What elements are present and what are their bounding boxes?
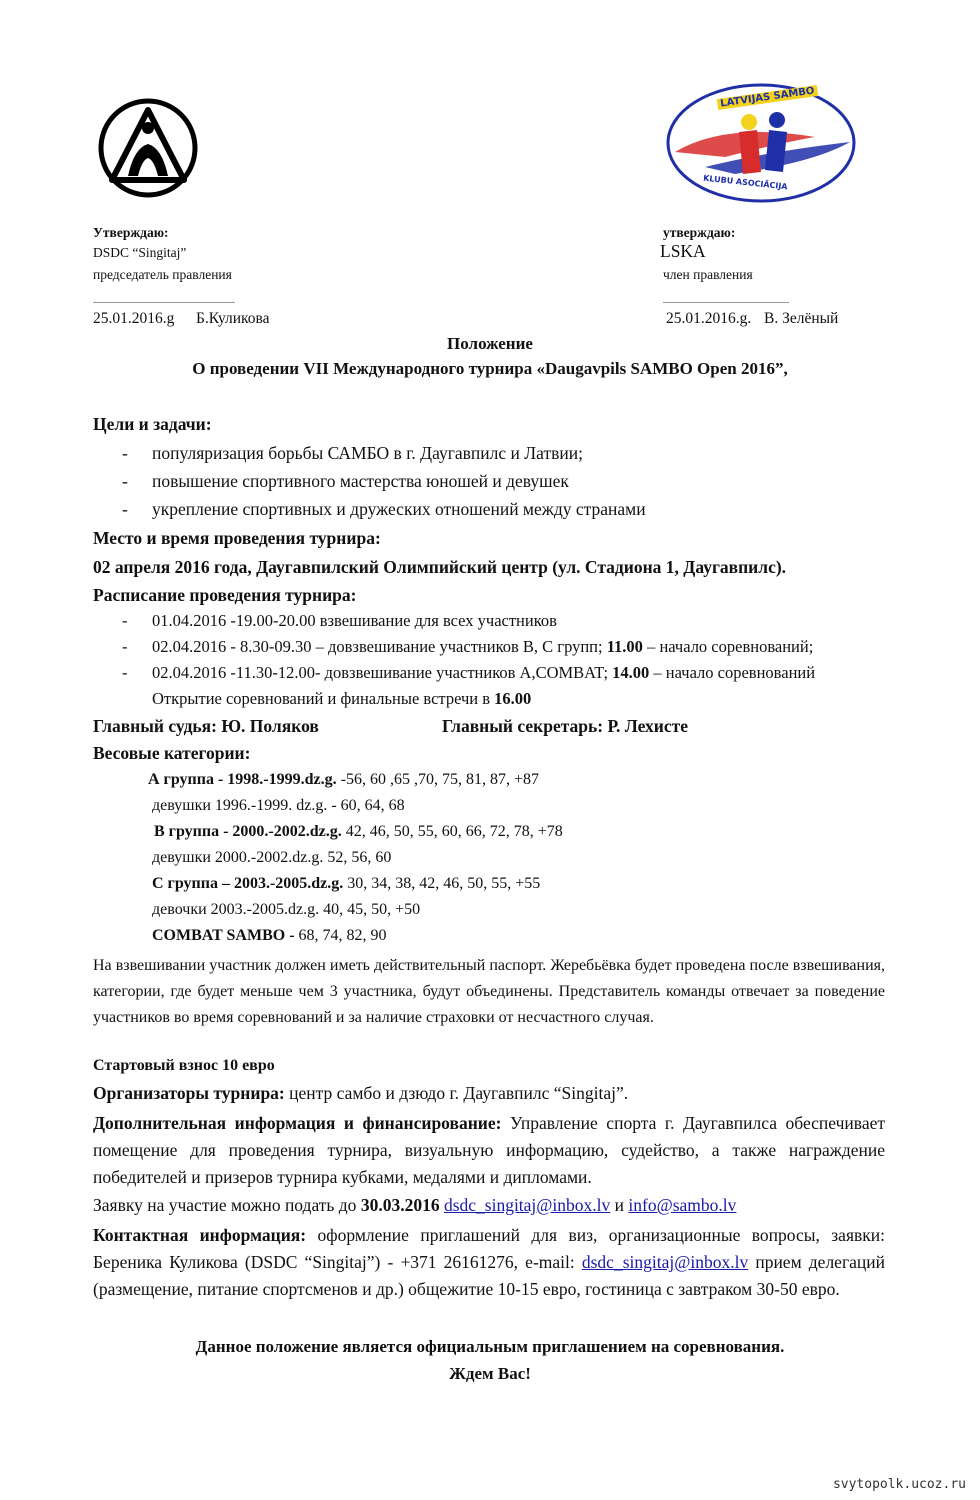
organizers-label: Организаторы турнира: — [93, 1083, 285, 1103]
weights-c-group — [152, 875, 540, 893]
application — [93, 1195, 736, 1216]
place-heading: Место и время проведения турнира: — [93, 528, 381, 548]
signature-line-right — [663, 302, 789, 303]
weights-c-group-label: C группа – 2003.-2005.dz.g. — [152, 875, 344, 892]
sambo-club-emblem-icon — [98, 98, 198, 198]
weights-c-group-values: 30, 34, 38, 42, 46, 50, 55, +55 — [343, 875, 541, 892]
contact-text-continued: прием делегаций (размещение, питание спортсменов и др.) общежитие 10-15 евро, гостиница с завтраком 30-50 евро. — [93, 1252, 885, 1299]
goal-item: популяризация борьбы САМБО в г. Даугавпилс и Латвии; — [152, 443, 583, 463]
approve-left-role: председатель правления — [93, 267, 232, 282]
logo-right-text-bottom: KLUBU ASOCIĀCIJA — [702, 173, 788, 192]
bullet-dash: - — [122, 663, 128, 682]
application-text: Заявку на участие можно подать до — [93, 1195, 361, 1215]
weights-a-group — [148, 771, 539, 789]
schedule-item-2-text: 02.04.2016 - 8.30-09.30 – довзвешивание участников B, C групп; — [152, 637, 607, 656]
application-email-link[interactable]: dsdc_singitaj@inbox.lv — [443, 1195, 611, 1215]
weights-b-group-label: В группа - 2000.-2002.dz.g. — [154, 823, 342, 840]
approve-left-name: Б.Куликова — [196, 310, 270, 327]
bullet-dash: - — [122, 611, 128, 630]
main-secretary: Главный секретарь: Р. Лехисте — [442, 716, 689, 736]
schedule-item-2-suffix: – начало соревнований; — [642, 637, 814, 656]
organizers — [93, 1083, 628, 1104]
schedule-heading: Расписание проведения турнира: — [93, 585, 357, 605]
schedule-item-1: 01.04.2016 -19.00-20.00 взвешивание для всех участников — [152, 611, 557, 630]
doc-subtitle: О проведении VII Международного турнира «Daugavpils SAMBO Open 2016”, — [192, 359, 788, 378]
weights-a-group-label: А группа - 1998.-1999.dz.g. — [148, 771, 341, 788]
schedule-item-3-suffix: – начало соревнований — [649, 663, 816, 682]
contact-text: оформление приглашений для виз, организационные вопросы, заявки: Береника Куликова (DSDC “Singitaj”) - +371 26161276, e-mail: — [93, 1225, 885, 1272]
weights-a-group-values: -56, 60 ,65 ,70, 75, 81, 87, +87 — [340, 771, 539, 788]
weights-combat-values: 68, 74, 82, 90 — [298, 927, 387, 944]
logo-right — [665, 82, 857, 204]
weights-a-girls: девушки 1996.-1999. dz.g. - 60, 64, 68 — [152, 797, 405, 814]
weights-b-girls: девушки 2000.-2002.dz.g. 52, 56, 60 — [152, 849, 392, 866]
approve-right-name: В. Зелёный — [764, 310, 839, 327]
weights-combat-label: COMBAT SAMBO - — [152, 927, 299, 944]
logo-left — [98, 98, 198, 198]
contact-email-link[interactable]: dsdc_singitaj@inbox.lv — [581, 1252, 749, 1272]
schedule-item-4 — [152, 689, 531, 709]
rules-text: На взвешивании участник должен иметь действительный паспорт. Жеребьёвка будет проведена после взвешивания, категории, где будет меньше чем 3 участника, будут объединены. Представитель команды отвечает за поведение участников во время соревнований и за наличие страховки от несчастного случая. — [93, 957, 885, 1026]
fee-text: Стартовый взнос 10 евро — [93, 1057, 275, 1074]
weights-b-group-values: 42, 46, 50, 55, 60, 66, 72, 78, +78 — [341, 823, 563, 840]
logo-right-text-top: LATVIJAS SAMBO — [717, 85, 818, 110]
approve-left-org: DSDC “Singitaj” — [93, 245, 187, 260]
application-and: и — [610, 1195, 629, 1215]
closing-line-1: Данное положение является официальным приглашением на соревнования. — [195, 1337, 785, 1356]
doc-title: Положение — [447, 334, 533, 353]
application-date: 30.03.2016 — [360, 1195, 440, 1215]
bullet-dash: - — [122, 443, 128, 463]
watermark: svytopolk.ucoz.ru — [832, 1477, 966, 1492]
approve-right-org: LSKA — [660, 241, 706, 261]
additional-info-text: Управление спорта г. Даугавпилса обеспечивает помещение для проведения турнира, визуальную информацию, судейство, а также награждение победителей и призеров турнира кубками, медалями и дипломами. — [93, 1113, 885, 1187]
bullet-dash: - — [122, 499, 128, 519]
additional-info-label: Дополнительная информация и финансирование: — [93, 1113, 502, 1133]
goal-item: повышение спортивного мастерства юношей и девушек — [152, 471, 569, 491]
signature-line-left — [93, 302, 235, 303]
schedule-item-2 — [152, 637, 813, 657]
schedule-item-3-time: 14.00 — [612, 663, 650, 682]
contact-info — [93, 1222, 885, 1303]
application-email2-link[interactable]: info@sambo.lv — [628, 1195, 737, 1215]
approve-left-date: 25.01.2016.g — [93, 310, 175, 327]
contact-label: Контактная информация: — [93, 1225, 307, 1245]
closing-line-2: Ждем Вас! — [449, 1364, 531, 1383]
organizers-text: центр самбо и дзюдо г. Даугавпилс “Singitaj”. — [284, 1083, 629, 1103]
additional-info — [93, 1110, 885, 1191]
approve-right: утверждаю: — [663, 225, 736, 240]
weights-combat — [152, 927, 387, 945]
goals-heading: Цели и задачи: — [93, 414, 212, 434]
goal-item: укрепление спортивных и дружеских отношений между странами — [152, 499, 646, 519]
place-text: 02 апреля 2016 года, Даугавпилский Олимпийский центр (ул. Стадиона 1, Даугавпилс). — [93, 557, 787, 577]
schedule-item-2-time: 11.00 — [606, 637, 643, 656]
main-judge: Главный судья: Ю. Поляков — [93, 716, 319, 736]
weights-c-girls: девочки 2003.-2005.dz.g. 40, 45, 50, +50 — [152, 901, 421, 918]
schedule-item-3 — [152, 663, 815, 683]
schedule-item-4-text: Открытие соревнований и финальные встречи в — [152, 689, 495, 708]
bullet-dash: - — [122, 471, 128, 491]
approve-right-role: член правления — [663, 267, 753, 282]
weights-heading: Весовые категории: — [93, 743, 251, 763]
approve-left: Утверждаю: — [93, 225, 169, 240]
schedule-item-3-text: 02.04.2016 -11.30-12.00- довзвешивание участников A,COMBAT; — [152, 663, 613, 682]
weights-b-group — [154, 823, 563, 841]
approve-right-date: 25.01.2016.g. — [666, 310, 752, 327]
bullet-dash: - — [122, 637, 128, 656]
schedule-item-4-time: 16.00 — [494, 689, 532, 708]
